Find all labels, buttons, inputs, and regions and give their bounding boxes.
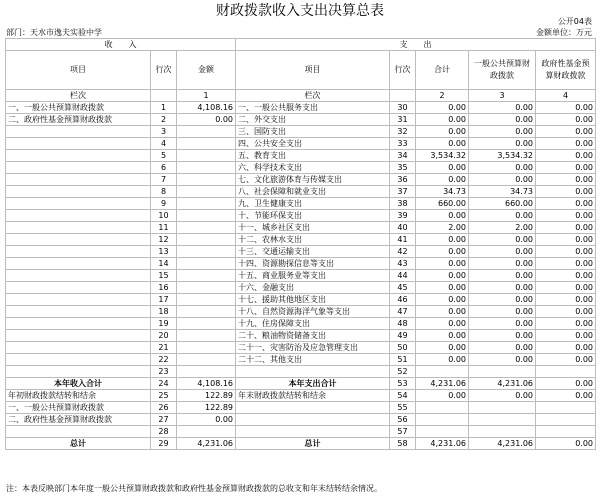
- table-row: [6, 390, 596, 402]
- table-row: [6, 174, 596, 186]
- table-row: [6, 138, 596, 150]
- income-amount-cell[interactable]: [177, 162, 236, 174]
- expense-total-cell[interactable]: [416, 426, 469, 438]
- expense-item-cell[interactable]: 十二、农林水支出: [236, 234, 390, 246]
- col-header-exp-item[interactable]: 项目: [236, 51, 390, 90]
- expense-item-cell[interactable]: 二十二、其他支出: [236, 354, 390, 366]
- col-header-exp-line[interactable]: 行次: [390, 51, 416, 90]
- expense-item-cell[interactable]: 年末财政拨款结转和结余: [236, 390, 390, 402]
- finance-table: [5, 38, 596, 450]
- expense-total-cell[interactable]: 0.00: [416, 162, 469, 174]
- expense-item-cell[interactable]: 十一、城乡社区支出: [236, 222, 390, 234]
- income-item-cell[interactable]: [6, 246, 151, 258]
- expense-total-cell[interactable]: 0.00: [416, 102, 469, 114]
- section-header-row: [6, 39, 596, 51]
- income-amount-cell[interactable]: [177, 126, 236, 138]
- income-line-cell[interactable]: 11: [151, 222, 177, 234]
- expense-line-cell[interactable]: 32: [390, 126, 416, 138]
- income-line-cell[interactable]: 3: [151, 126, 177, 138]
- income-section-header[interactable]: 收 入: [6, 39, 236, 51]
- income-line-cell[interactable]: 24: [151, 378, 177, 390]
- income-amount-cell[interactable]: 4,108.16: [177, 102, 236, 114]
- expense-fund-cell[interactable]: 0.00: [536, 330, 596, 342]
- expense-item-cell[interactable]: [236, 366, 390, 378]
- income-line-cell[interactable]: 19: [151, 318, 177, 330]
- col-index-row: [6, 90, 596, 102]
- expense-total-cell[interactable]: [416, 414, 469, 426]
- expense-line-cell[interactable]: 47: [390, 306, 416, 318]
- expense-item-cell[interactable]: 七、文化旅游体育与传媒支出: [236, 174, 390, 186]
- expense-total-cell[interactable]: 34.73: [416, 186, 469, 198]
- expense-fund-cell[interactable]: 0.00: [536, 270, 596, 282]
- income-amount-cell[interactable]: [177, 306, 236, 318]
- expense-item-cell[interactable]: 二十一、灾害防治及应急管理支出: [236, 342, 390, 354]
- form-number: 公开04表: [557, 17, 592, 26]
- expense-fund-cell[interactable]: 0.00: [536, 198, 596, 210]
- expense-line-cell[interactable]: 41: [390, 234, 416, 246]
- expense-item-cell[interactable]: [236, 414, 390, 426]
- expense-line-cell[interactable]: 43: [390, 258, 416, 270]
- col-header-general-budget[interactable]: 一般公共预算财政拨款: [469, 51, 536, 90]
- department-label: 部门：天水市逸夫实验中学: [6, 28, 102, 37]
- expense-general-cell[interactable]: 0.00: [469, 234, 536, 246]
- income-line-cell[interactable]: 10: [151, 210, 177, 222]
- income-amount-cell[interactable]: 4,231.06: [177, 438, 236, 450]
- table-row: [6, 342, 596, 354]
- footnote: 注：本表反映部门本年度一般公共预算财政拨款和政府性基金预算财政拨款的总收支和年末结转结余情况。: [6, 484, 382, 493]
- income-amount-cell[interactable]: [177, 426, 236, 438]
- income-item-cell[interactable]: 一、一般公共预算财政拨款: [6, 102, 151, 114]
- table-row: [6, 222, 596, 234]
- expense-fund-cell[interactable]: 0.00: [536, 294, 596, 306]
- expense-item-cell[interactable]: 五、教育支出: [236, 150, 390, 162]
- income-line-cell[interactable]: 17: [151, 294, 177, 306]
- expense-fund-cell[interactable]: 0.00: [536, 354, 596, 366]
- table-row: [6, 318, 596, 330]
- expense-general-cell[interactable]: 0.00: [469, 258, 536, 270]
- expense-total-cell[interactable]: 4,231.06: [416, 438, 469, 450]
- income-line-cell[interactable]: 26: [151, 402, 177, 414]
- expense-general-cell[interactable]: [469, 426, 536, 438]
- expense-line-cell[interactable]: 44: [390, 270, 416, 282]
- income-line-cell[interactable]: 5: [151, 150, 177, 162]
- table-row: [6, 426, 596, 438]
- table-row: [6, 186, 596, 198]
- expense-fund-cell[interactable]: 0.00: [536, 282, 596, 294]
- income-amount-cell[interactable]: [177, 174, 236, 186]
- table-row: [6, 234, 596, 246]
- income-line-cell[interactable]: 25: [151, 390, 177, 402]
- income-item-cell[interactable]: [6, 174, 151, 186]
- income-amount-cell[interactable]: [177, 138, 236, 150]
- expense-line-cell[interactable]: 39: [390, 210, 416, 222]
- expense-total-cell[interactable]: 0.00: [416, 354, 469, 366]
- expense-line-cell[interactable]: 40: [390, 222, 416, 234]
- unit-label: 金额单位：万元: [536, 28, 592, 37]
- expense-general-cell[interactable]: 0.00: [469, 246, 536, 258]
- expense-general-cell[interactable]: 0.00: [469, 126, 536, 138]
- expense-item-cell[interactable]: 十九、住房保障支出: [236, 318, 390, 330]
- income-item-cell[interactable]: 年初财政拨款结转和结余: [6, 390, 151, 402]
- table-row: [6, 102, 596, 114]
- expense-line-cell[interactable]: 57: [390, 426, 416, 438]
- expense-line-cell[interactable]: 35: [390, 162, 416, 174]
- income-item-cell[interactable]: [6, 258, 151, 270]
- expense-fund-cell[interactable]: 0.00: [536, 378, 596, 390]
- table-row: [6, 150, 596, 162]
- income-amount-cell[interactable]: [177, 354, 236, 366]
- expense-item-cell[interactable]: 九、卫生健康支出: [236, 198, 390, 210]
- income-item-cell[interactable]: [6, 138, 151, 150]
- income-line-cell[interactable]: 13: [151, 246, 177, 258]
- expense-fund-cell[interactable]: 0.00: [536, 162, 596, 174]
- income-item-cell[interactable]: [6, 234, 151, 246]
- expense-total-cell[interactable]: 0.00: [416, 390, 469, 402]
- expense-general-cell[interactable]: 0.00: [469, 114, 536, 126]
- expense-line-cell[interactable]: 37: [390, 186, 416, 198]
- report-title: 财政拨款收入支出决算总表: [216, 3, 384, 19]
- income-item-cell[interactable]: [6, 426, 151, 438]
- expense-line-cell[interactable]: 46: [390, 294, 416, 306]
- expense-item-cell[interactable]: 十八、自然资源海洋气象等支出: [236, 306, 390, 318]
- income-amount-cell[interactable]: [177, 234, 236, 246]
- income-line-cell[interactable]: 9: [151, 198, 177, 210]
- table-row: [6, 126, 596, 138]
- expense-fund-cell[interactable]: 0.00: [536, 210, 596, 222]
- income-line-cell[interactable]: 21: [151, 342, 177, 354]
- expense-total-cell[interactable]: 0.00: [416, 282, 469, 294]
- table-row: [6, 354, 596, 366]
- table-row: [6, 210, 596, 222]
- expense-general-cell[interactable]: 0.00: [469, 270, 536, 282]
- table-row: [6, 330, 596, 342]
- expense-total-cell[interactable]: 0.00: [416, 306, 469, 318]
- expense-general-cell[interactable]: 4,231.06: [469, 438, 536, 450]
- income-amount-cell[interactable]: [177, 222, 236, 234]
- expense-total-cell[interactable]: 0.00: [416, 342, 469, 354]
- income-item-cell[interactable]: [6, 186, 151, 198]
- expense-general-cell[interactable]: [469, 366, 536, 378]
- income-amount-cell[interactable]: 0.00: [177, 414, 236, 426]
- income-line-cell[interactable]: 15: [151, 270, 177, 282]
- expense-fund-cell[interactable]: 0.00: [536, 258, 596, 270]
- income-amount-cell[interactable]: [177, 150, 236, 162]
- expense-general-cell[interactable]: 660.00: [469, 198, 536, 210]
- table-row: [6, 282, 596, 294]
- expense-item-cell[interactable]: 十六、金融支出: [236, 282, 390, 294]
- expense-fund-cell[interactable]: 0.00: [536, 174, 596, 186]
- expense-section-header[interactable]: 支 出: [236, 39, 596, 51]
- expense-fund-cell[interactable]: 0.00: [536, 186, 596, 198]
- expense-line-cell[interactable]: 52: [390, 366, 416, 378]
- col-header-total[interactable]: 合计: [416, 51, 469, 90]
- income-line-cell[interactable]: 28: [151, 426, 177, 438]
- income-line-cell[interactable]: 6: [151, 162, 177, 174]
- income-line-cell[interactable]: 29: [151, 438, 177, 450]
- expense-line-cell[interactable]: 48: [390, 318, 416, 330]
- income-line-cell[interactable]: 7: [151, 174, 177, 186]
- col-index-1[interactable]: 1: [177, 90, 236, 102]
- income-amount-cell[interactable]: [177, 282, 236, 294]
- income-item-cell[interactable]: [6, 294, 151, 306]
- income-line-cell[interactable]: 23: [151, 366, 177, 378]
- expense-fund-cell[interactable]: 0.00: [536, 126, 596, 138]
- table-row: [6, 246, 596, 258]
- income-amount-cell[interactable]: [177, 186, 236, 198]
- income-line-cell[interactable]: 22: [151, 354, 177, 366]
- expense-line-cell[interactable]: 42: [390, 246, 416, 258]
- expense-total-cell[interactable]: 0.00: [416, 294, 469, 306]
- income-item-cell[interactable]: [6, 342, 151, 354]
- income-item-cell[interactable]: [6, 162, 151, 174]
- income-item-cell[interactable]: 本年收入合计: [6, 378, 151, 390]
- expense-line-cell[interactable]: 30: [390, 102, 416, 114]
- expense-fund-cell[interactable]: 0.00: [536, 342, 596, 354]
- expense-general-cell[interactable]: 34.73: [469, 186, 536, 198]
- income-line-cell[interactable]: 27: [151, 414, 177, 426]
- expense-line-cell[interactable]: 45: [390, 282, 416, 294]
- expense-fund-cell[interactable]: 0.00: [536, 234, 596, 246]
- income-item-cell[interactable]: [6, 150, 151, 162]
- expense-fund-cell[interactable]: 0.00: [536, 222, 596, 234]
- expense-total-cell[interactable]: 0.00: [416, 126, 469, 138]
- expense-total-cell[interactable]: 0.00: [416, 330, 469, 342]
- income-line-cell[interactable]: 20: [151, 330, 177, 342]
- expense-general-cell[interactable]: [469, 402, 536, 414]
- expense-general-cell[interactable]: 0.00: [469, 318, 536, 330]
- income-line-cell[interactable]: 12: [151, 234, 177, 246]
- income-item-cell[interactable]: [6, 330, 151, 342]
- expense-total-cell[interactable]: 0.00: [416, 270, 469, 282]
- income-item-cell[interactable]: 一、一般公共预算财政拨款: [6, 402, 151, 414]
- expense-total-cell[interactable]: 0.00: [416, 246, 469, 258]
- expense-total-cell[interactable]: 4,231.06: [416, 378, 469, 390]
- expense-item-cell[interactable]: 六、科学技术支出: [236, 162, 390, 174]
- income-amount-cell[interactable]: [177, 342, 236, 354]
- income-amount-cell[interactable]: 4,108.16: [177, 378, 236, 390]
- income-item-cell[interactable]: [6, 126, 151, 138]
- expense-general-cell[interactable]: 3,534.32: [469, 150, 536, 162]
- expense-total-cell[interactable]: 0.00: [416, 210, 469, 222]
- expense-item-cell[interactable]: 十三、交通运输支出: [236, 246, 390, 258]
- table-row: [6, 438, 596, 450]
- expense-total-cell[interactable]: 3,534.32: [416, 150, 469, 162]
- expense-fund-cell[interactable]: 0.00: [536, 114, 596, 126]
- expense-general-cell[interactable]: 0.00: [469, 282, 536, 294]
- expense-item-cell[interactable]: [236, 402, 390, 414]
- expense-fund-cell[interactable]: 0.00: [536, 246, 596, 258]
- income-line-cell[interactable]: 8: [151, 186, 177, 198]
- col-index-2[interactable]: 2: [416, 90, 469, 102]
- table-row: [6, 366, 596, 378]
- income-amount-cell[interactable]: [177, 246, 236, 258]
- income-item-cell[interactable]: 二、政府性基金预算财政拨款: [6, 414, 151, 426]
- expense-fund-cell[interactable]: 0.00: [536, 150, 596, 162]
- income-amount-cell[interactable]: 0.00: [177, 114, 236, 126]
- expense-item-cell[interactable]: 八、社会保障和就业支出: [236, 186, 390, 198]
- expense-total-cell[interactable]: 0.00: [416, 138, 469, 150]
- income-amount-cell[interactable]: [177, 258, 236, 270]
- income-amount-cell[interactable]: [177, 210, 236, 222]
- col-index-4[interactable]: 4: [536, 90, 596, 102]
- expense-line-cell[interactable]: 50: [390, 342, 416, 354]
- expense-item-cell[interactable]: 四、公共安全支出: [236, 138, 390, 150]
- income-amount-cell[interactable]: [177, 318, 236, 330]
- expense-fund-cell[interactable]: 0.00: [536, 318, 596, 330]
- expense-total-cell[interactable]: 0.00: [416, 318, 469, 330]
- expense-general-cell[interactable]: 2.00: [469, 222, 536, 234]
- expense-item-cell[interactable]: 十四、资源勘探信息等支出: [236, 258, 390, 270]
- expense-fund-cell[interactable]: 0.00: [536, 306, 596, 318]
- expense-item-cell[interactable]: [236, 426, 390, 438]
- expense-general-cell[interactable]: 0.00: [469, 330, 536, 342]
- col-index-empty[interactable]: [151, 90, 177, 102]
- expense-fund-cell[interactable]: [536, 414, 596, 426]
- expense-item-cell[interactable]: 三、国防支出: [236, 126, 390, 138]
- income-line-cell[interactable]: 1: [151, 102, 177, 114]
- expense-total-cell[interactable]: 0.00: [416, 114, 469, 126]
- expense-total-cell[interactable]: 0.00: [416, 258, 469, 270]
- income-item-cell[interactable]: [6, 306, 151, 318]
- expense-fund-cell[interactable]: 0.00: [536, 102, 596, 114]
- income-line-cell[interactable]: 14: [151, 258, 177, 270]
- income-item-cell[interactable]: [6, 366, 151, 378]
- income-line-cell[interactable]: 2: [151, 114, 177, 126]
- expense-total-cell[interactable]: [416, 402, 469, 414]
- table-row: [6, 114, 596, 126]
- expense-line-cell[interactable]: 56: [390, 414, 416, 426]
- column-header-row: [6, 51, 596, 90]
- expense-general-cell[interactable]: 0.00: [469, 174, 536, 186]
- expense-total-cell[interactable]: 0.00: [416, 234, 469, 246]
- income-amount-cell[interactable]: [177, 294, 236, 306]
- expense-fund-cell[interactable]: [536, 366, 596, 378]
- income-item-cell[interactable]: 总计: [6, 438, 151, 450]
- col-header-line-no[interactable]: 行次: [151, 51, 177, 90]
- expense-fund-cell[interactable]: 0.00: [536, 390, 596, 402]
- expense-line-cell[interactable]: 33: [390, 138, 416, 150]
- income-amount-cell[interactable]: [177, 270, 236, 282]
- table-row: [6, 270, 596, 282]
- income-item-cell[interactable]: [6, 354, 151, 366]
- income-amount-cell[interactable]: [177, 330, 236, 342]
- expense-line-cell[interactable]: 58: [390, 438, 416, 450]
- expense-fund-cell[interactable]: [536, 402, 596, 414]
- col-index-label2[interactable]: 栏次: [236, 90, 390, 102]
- expense-general-cell[interactable]: 0.00: [469, 138, 536, 150]
- expense-general-cell[interactable]: 0.00: [469, 162, 536, 174]
- expense-general-cell[interactable]: 0.00: [469, 306, 536, 318]
- income-item-cell[interactable]: [6, 198, 151, 210]
- expense-general-cell[interactable]: [469, 414, 536, 426]
- income-amount-cell[interactable]: [177, 198, 236, 210]
- income-item-cell[interactable]: [6, 270, 151, 282]
- expense-general-cell[interactable]: 0.00: [469, 102, 536, 114]
- table-row: [6, 162, 596, 174]
- expense-line-cell[interactable]: 38: [390, 198, 416, 210]
- table-row: [6, 414, 596, 426]
- expense-item-cell[interactable]: 一、一般公共服务支出: [236, 102, 390, 114]
- table-row: [6, 402, 596, 414]
- expense-general-cell[interactable]: 4,231.06: [469, 378, 536, 390]
- income-amount-cell[interactable]: 122.89: [177, 390, 236, 402]
- expense-general-cell[interactable]: 0.00: [469, 210, 536, 222]
- expense-line-cell[interactable]: 49: [390, 330, 416, 342]
- expense-line-cell[interactable]: 51: [390, 354, 416, 366]
- expense-general-cell[interactable]: 0.00: [469, 342, 536, 354]
- income-item-cell[interactable]: [6, 210, 151, 222]
- col-header-item[interactable]: 项目: [6, 51, 151, 90]
- expense-item-cell[interactable]: 十五、商业服务业等支出: [236, 270, 390, 282]
- expense-fund-cell[interactable]: 0.00: [536, 138, 596, 150]
- expense-general-cell[interactable]: 0.00: [469, 390, 536, 402]
- expense-line-cell[interactable]: 55: [390, 402, 416, 414]
- expense-item-cell[interactable]: 十七、援助其他地区支出: [236, 294, 390, 306]
- expense-line-cell[interactable]: 54: [390, 390, 416, 402]
- table-row: [6, 258, 596, 270]
- income-line-cell[interactable]: 18: [151, 306, 177, 318]
- expense-total-cell[interactable]: 660.00: [416, 198, 469, 210]
- income-item-cell[interactable]: 二、政府性基金预算财政拨款: [6, 114, 151, 126]
- expense-total-cell[interactable]: 0.00: [416, 174, 469, 186]
- expense-fund-cell[interactable]: [536, 426, 596, 438]
- income-amount-cell[interactable]: [177, 366, 236, 378]
- income-line-cell[interactable]: 4: [151, 138, 177, 150]
- income-item-cell[interactable]: [6, 318, 151, 330]
- table-row: [6, 294, 596, 306]
- income-item-cell[interactable]: [6, 222, 151, 234]
- expense-total-cell[interactable]: [416, 366, 469, 378]
- expense-line-cell[interactable]: 34: [390, 150, 416, 162]
- expense-item-cell[interactable]: 二、外交支出: [236, 114, 390, 126]
- table-row: [6, 198, 596, 210]
- expense-item-cell[interactable]: 本年支出合计: [236, 378, 390, 390]
- expense-item-cell[interactable]: 总计: [236, 438, 390, 450]
- table-row: [6, 378, 596, 390]
- table-row: [6, 306, 596, 318]
- expense-general-cell[interactable]: 0.00: [469, 354, 536, 366]
- income-line-cell[interactable]: 16: [151, 282, 177, 294]
- col-index-label[interactable]: 栏次: [6, 90, 151, 102]
- expense-line-cell[interactable]: 36: [390, 174, 416, 186]
- expense-total-cell[interactable]: 2.00: [416, 222, 469, 234]
- col-header-amount[interactable]: 金额: [177, 51, 236, 90]
- expense-general-cell[interactable]: 0.00: [469, 294, 536, 306]
- expense-line-cell[interactable]: 53: [390, 378, 416, 390]
- expense-item-cell[interactable]: 十、节能环保支出: [236, 210, 390, 222]
- col-index-3[interactable]: 3: [469, 90, 536, 102]
- income-item-cell[interactable]: [6, 282, 151, 294]
- expense-line-cell[interactable]: 31: [390, 114, 416, 126]
- expense-fund-cell[interactable]: 0.00: [536, 438, 596, 450]
- col-header-gov-fund[interactable]: 政府性基金预算财政拨款: [536, 51, 596, 90]
- expense-item-cell[interactable]: 二十、粮油物资储备支出: [236, 330, 390, 342]
- col-index-empty2[interactable]: [390, 90, 416, 102]
- income-amount-cell[interactable]: 122.89: [177, 402, 236, 414]
